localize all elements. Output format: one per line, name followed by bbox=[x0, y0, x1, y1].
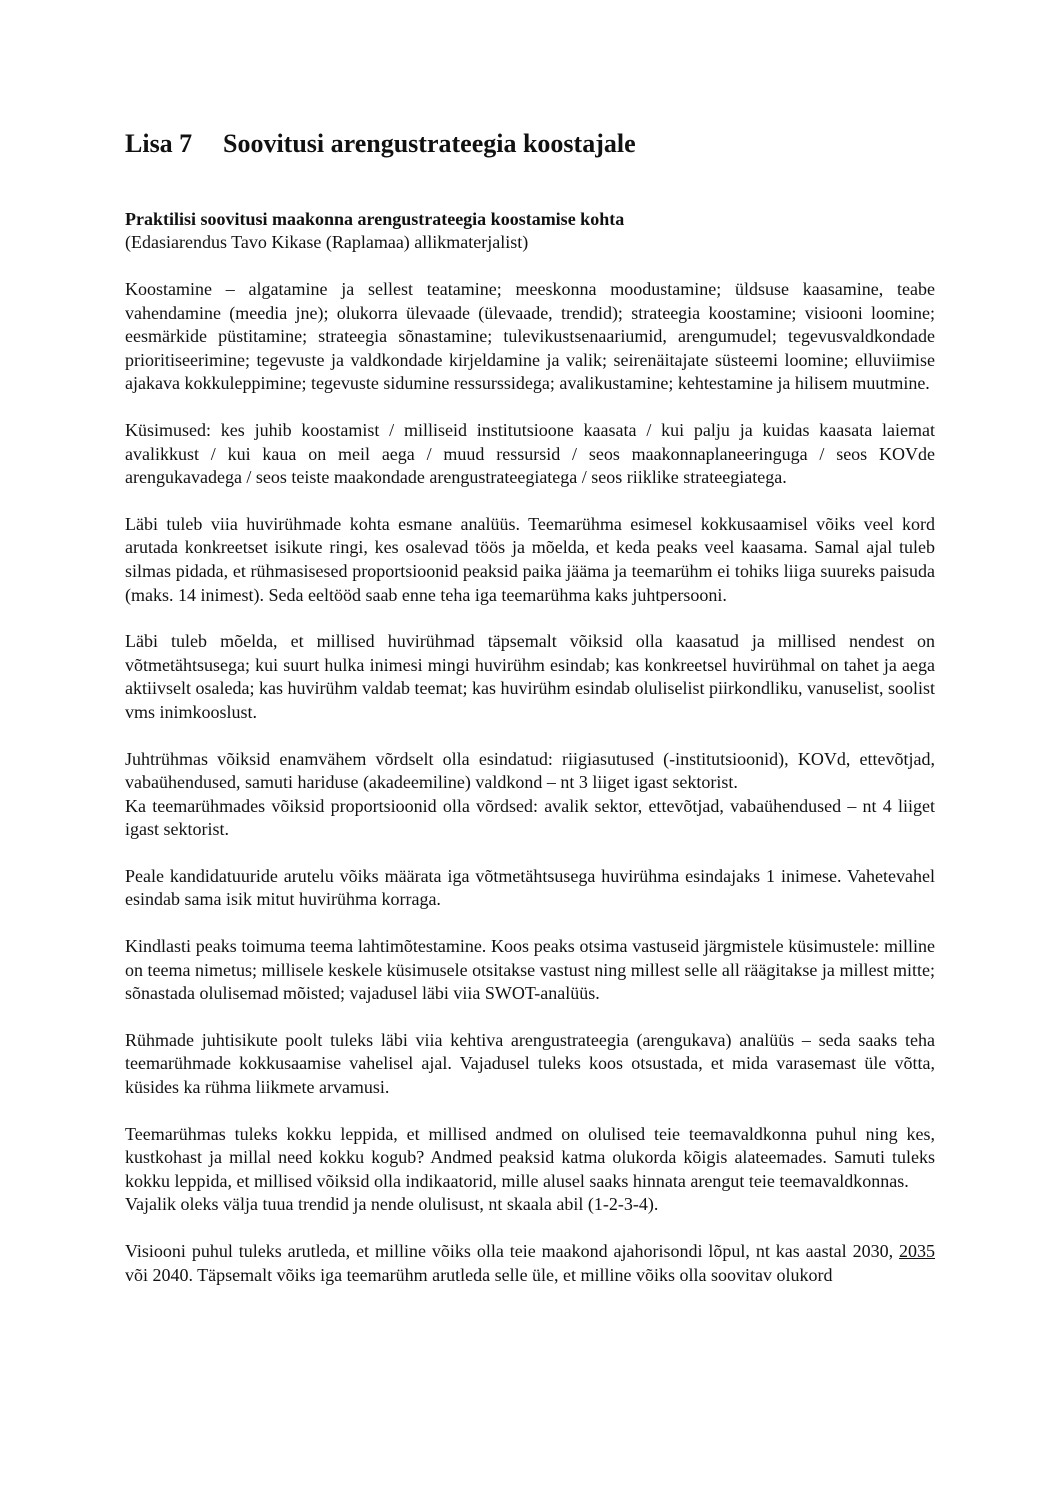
paragraph-kehtiva-strateegia-analuus: Rühmade juhtisikute poolt tuleks läbi viia kehtiva arengustrateegia (arengukava) analüüs – seda saaks teha teemarühmade kokkusaamise vahelisel ajal. Vajadusel tuleks koos otsustada, et mida varasemast üle võtta, küsides ka rühma liikmete arvamusi. bbox=[125, 1029, 935, 1098]
visioon-text-end: või 2040. Täpsemalt võiks iga teemarühm arutleda selle üle, et milline võiks olla soovitav olukord bbox=[125, 1264, 833, 1285]
paragraph-juhtrühm: Juhtrühmas võiksid enamvähem võrdselt olla esindatud: riigiasutused (-institutsioonid), KOVd, ettevõtjad, vabaühendused, samuti hariduse (akadeemiline) valdkond – nt 3 liiget igast sektorist. bbox=[125, 748, 935, 793]
appendix-title: Soovitusi arengustrateegia koostajale bbox=[223, 129, 636, 158]
paragraph-huvirühmade-valik: Läbi tuleb mõelda, et millised huvirühmad täpsemalt võiksid olla kaasatud ja millised nendest on võtmetähtsusega; kui suurt hulka inimesi mingi huvirühm esindab; kas konkreetsel huvirühmal on tahet ja aega aktiivselt osaleda; kas huvirühm valdab teemat; kas huvirühm esindab oluliselist piirkondliku, vanuselist, soolist vms inimkooslust. bbox=[125, 631, 935, 722]
section-subtitle: Praktilisi soovitusi maakonna arengustrateegia koostamise kohta bbox=[125, 209, 625, 229]
paragraph-koostamine: Koostamine – algatamine ja sellest teatamine; meeskonna moodustamine; üldsuse kaasamine, teabe vahendamine (meedia jne); olukorra ülevaade (ülevaade, trendid); strateegia koostamine; visiooni loomine; eesmärkide püstitamine; strateegia sõnastamine; tulevikustsenaariumid, arengumudel; tegevusvaldkondade prioritiseerimine; tegevuste ja valdkondade kirjeldamine ja valik; seirenäitajate süsteemi loomine; elluviimise ajakava kokkuleppimine; tegevuste sidumine ressurssidega; avalikustamine; kehtestamine ja hilisem muutmine. bbox=[125, 279, 935, 394]
paragraph-kusimused: Küsimused: kes juhib koostamist / milliseid institutsioone kaasata / kui palju ja kuidas kaasata laiemat avalikkust / kui kaua on meil aega / muud ressursid / seos maakonnaplaneeringuga / seos KOVde arengukavadega / seos teiste maakondade arengustrateegiatega / seos riiklike strateegiatega. bbox=[125, 419, 935, 488]
paragraph-teemarühmad: Ka teemarühmades võiksid proportsioonid olla võrdsed: avalik sektor, ettevõtjad, vabaühendused – nt 4 liiget igast sektorist. bbox=[125, 795, 935, 840]
paragraph-huvirühmade-analuus: Läbi tuleb viia huvirühmade kohta esmane analüüs. Teemarühma esimesel kokkusaamisel võiks veel kord arutada konkreetset isikute ringi, kes osalevad töös ja mõelda, et keda peaks veel kaasama. Samal ajal tuleb silmas pidada, et rühmasisesed proportsioonid peaksid paika jääma ja teemarühm ei tohiks liiga suureks paisuda (maks. 14 inimest). Seda eeltööd saab enne teha iga teemarühma kaks juhtpersooni. bbox=[125, 513, 935, 605]
paragraph-kandidatuurid: Peale kandidatuuride arutelu võiks määrata iga võtmetähtsusega huvirühma esindajaks 1 inimese. Vahetevahel esindab sama isik mitut huvirühma korraga. bbox=[125, 865, 935, 910]
appendix-number: Lisa 7 bbox=[125, 129, 193, 158]
paragraph-group-rühmade-koosseis bbox=[125, 748, 935, 842]
paragraph-andmed-indikaatorid: Teemarühmas tuleks kokku leppida, et millised andmed on olulised teie teemavaldkonna puhul ning kes, kustkohast ja millal need kokku kogub? Andmed peaksid katma olukorda kõigis alateemades. Samuti tuleks kokku leppida, et millised võiksid olla indikaatorid, mille alusel saaks hinnata arengut teie teemavaldkonnas. bbox=[125, 1123, 935, 1191]
document-page bbox=[125, 128, 935, 1310]
visioon-text-start: Visiooni puhul tuleks arutleda, et milline võiks olla teie maakond ajahorisondi lõpul, nt kas aastal 2030, bbox=[125, 1241, 899, 1261]
underlined-year: 2035 bbox=[899, 1241, 935, 1261]
paragraph-visioon bbox=[125, 1240, 935, 1287]
paragraph-trendid: Vajalik oleks välja tuua trendid ja nende olulisust, nt skaala abil (1-2-3-4). bbox=[125, 1194, 659, 1215]
paragraph-group-andmed bbox=[125, 1123, 935, 1217]
appendix-heading bbox=[125, 128, 935, 160]
source-note: (Edasiarendus Tavo Kikase (Raplamaa) allikmaterjalist) bbox=[125, 232, 529, 252]
paragraph-teema-lahtimotestamine: Kindlasti peaks toimuma teema lahtimõtestamine. Koos peaks otsima vastuseid järgmistele küsimustele: milline on teema nimetus; millisele keskele küsimusele otsitakse vastust ning millest selle all räägitakse ja millest mitte; sõnastada olulisemad mõisted; vajadusel läbi viia SWOT-analüüs. bbox=[125, 936, 935, 1004]
